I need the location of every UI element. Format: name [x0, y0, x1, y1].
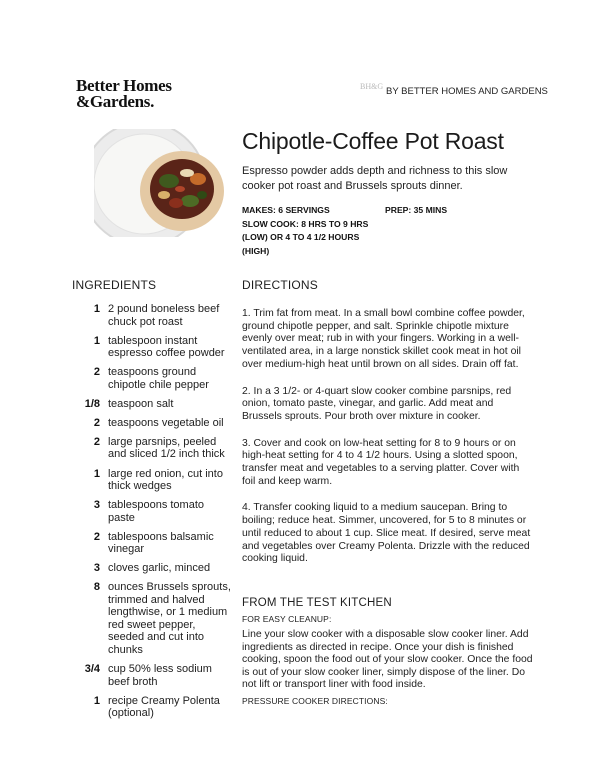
directions-list: [242, 308, 532, 580]
direction-step-1: 1. Trim fat from meat. In a small bowl combine coffee powder, ground chipotle pepper, and salt. Sprinkle chipotle mixture evenly over meat; rub in with your fingers. Working in a well-ventilated area, in a large nonstick skillet cook meat in hot oil over medium-high heat until brown on all sides. Drain off fat.: [242, 308, 525, 370]
brand-logo: [76, 78, 226, 110]
ingredient-qty: 2: [93, 366, 100, 379]
ingredient-item: [60, 398, 232, 411]
ingredient-qty: 2: [93, 416, 100, 429]
ingredient-item: [60, 417, 232, 430]
ingredient-qty: 3: [93, 562, 100, 575]
ingredient-text: large parsnips, peeled and sliced 1/2 inch thick: [108, 435, 225, 461]
ingredient-text: cloves garlic, minced: [108, 562, 211, 575]
ingredient-item: [60, 663, 232, 688]
ingredient-text: teaspoons ground chipotle chile pepper: [108, 366, 209, 391]
makes-servings: MAKES: 6 SERVINGS: [242, 205, 330, 215]
recipe-title: Chipotle-Coffee Pot Roast: [242, 128, 504, 154]
recipe-meta: [242, 204, 382, 258]
ingredient-text: teaspoon salt: [108, 397, 174, 410]
logo-line-1: Better Homes: [76, 76, 172, 95]
ingredient-qty: 1: [93, 694, 100, 707]
slow-cook-time: SLOW COOK: 8 HRS TO 9 HRS (LOW) OR 4 TO 4 1/2 HOURS (HIGH): [242, 218, 369, 256]
ingredient-text: teaspoons vegetable oil: [108, 416, 224, 429]
ingredient-text: ounces Brussels sprouts, trimmed and halved lengthwise, or 1 medium red sweet pepper, seeded and cut into chunks: [108, 581, 231, 656]
pressure-cooker-heading: PRESSURE COOKER DIRECTIONS:: [242, 696, 388, 706]
ingredient-text: 2 pound boneless beef chuck pot roast: [108, 303, 220, 328]
logo-line-2: &Gardens.: [76, 92, 155, 111]
ingredient-item: [60, 581, 232, 656]
byline-text: BY BETTER HOMES AND GARDENS: [386, 85, 548, 97]
ingredient-item: [60, 499, 232, 524]
ingredient-item: [60, 531, 232, 556]
test-kitchen-heading: FROM THE TEST KITCHEN: [242, 597, 392, 609]
recipe-description: Espresso powder adds depth and richness to this slow cooker pot roast and Brussels sprouts dinner.: [242, 165, 508, 192]
ingredient-item: [60, 695, 232, 720]
direction-step-3: 3. Cover and cook on low-heat setting for 8 to 9 hours or on high-heat setting for 4 to 4 1/2 hours. Using a slotted spoon, transfer meat and vegetables to a serving platter. Cover with foil and keep warm.: [242, 437, 520, 487]
ingredient-text: tablespoons balsamic vinegar: [108, 530, 214, 556]
prep-time: PREP: 35 MINS: [385, 205, 448, 215]
ingredient-qty: 3/4: [84, 663, 100, 676]
ingredient-qty: 8: [93, 581, 100, 594]
ingredient-text: large red onion, cut into thick wedges: [108, 467, 223, 493]
ingredient-qty: 1: [93, 334, 100, 347]
ingredient-qty: 1/8: [84, 397, 100, 410]
ingredient-text: recipe Creamy Polenta (optional): [108, 694, 220, 720]
ingredient-qty: 3: [93, 499, 100, 512]
directions-heading: DIRECTIONS: [242, 278, 319, 292]
ingredient-item: [60, 468, 232, 493]
ingredient-qty: 2: [93, 530, 100, 543]
ingredient-item: [60, 436, 232, 461]
ingredient-item: [60, 562, 232, 575]
ingredient-item: [60, 303, 232, 328]
ingredient-item: [60, 366, 232, 391]
ingredient-item: [60, 335, 232, 360]
ingredient-text: cup 50% less sodium beef broth: [108, 663, 212, 688]
ingredient-qty: 2: [93, 435, 100, 448]
recipe-photo: [94, 129, 228, 237]
ingredient-qty: 1: [93, 467, 100, 480]
test-kitchen-text: Line your slow cooker with a disposable slow cooker liner. Add ingredients as directed in recipe. Once your dish is finished cooking, spoon the food out of your slow cooker. Once the food is out of your slow cooker liner, simply dispose of the liner. Do not lift or transport liner with food inside.: [242, 629, 533, 690]
ingredients-heading: INGREDIENTS: [72, 278, 157, 292]
test-kitchen-subheading: FOR EASY CLEANUP:: [242, 614, 332, 624]
bhg-monogram-icon: BH&G: [360, 82, 384, 91]
ingredients-list: [60, 303, 232, 726]
direction-step-2: 2. In a 3 1/2- or 4-quart slow cooker combine parsnips, red onion, tomato paste, vinegar, and garlic. Add meat and Brussels sprouts. Pour broth over mixture in cooker.: [242, 385, 512, 422]
byline: [360, 83, 548, 99]
ingredient-text: tablespoons tomato paste: [108, 499, 205, 524]
direction-step-4: 4. Transfer cooking liquid to a medium saucepan. Bring to boiling; reduce heat. Simmer, uncovered, for 5 to 8 minutes or until reduced to about 1 cup. Slice meat. If desired, serve meat and vegetables over Creamy Polenta. Drizzle with the reduced cooking liquid.: [242, 502, 531, 565]
ingredient-qty: 1: [93, 303, 100, 315]
ingredient-text: tablespoon instant espresso coffee powder: [108, 334, 225, 360]
